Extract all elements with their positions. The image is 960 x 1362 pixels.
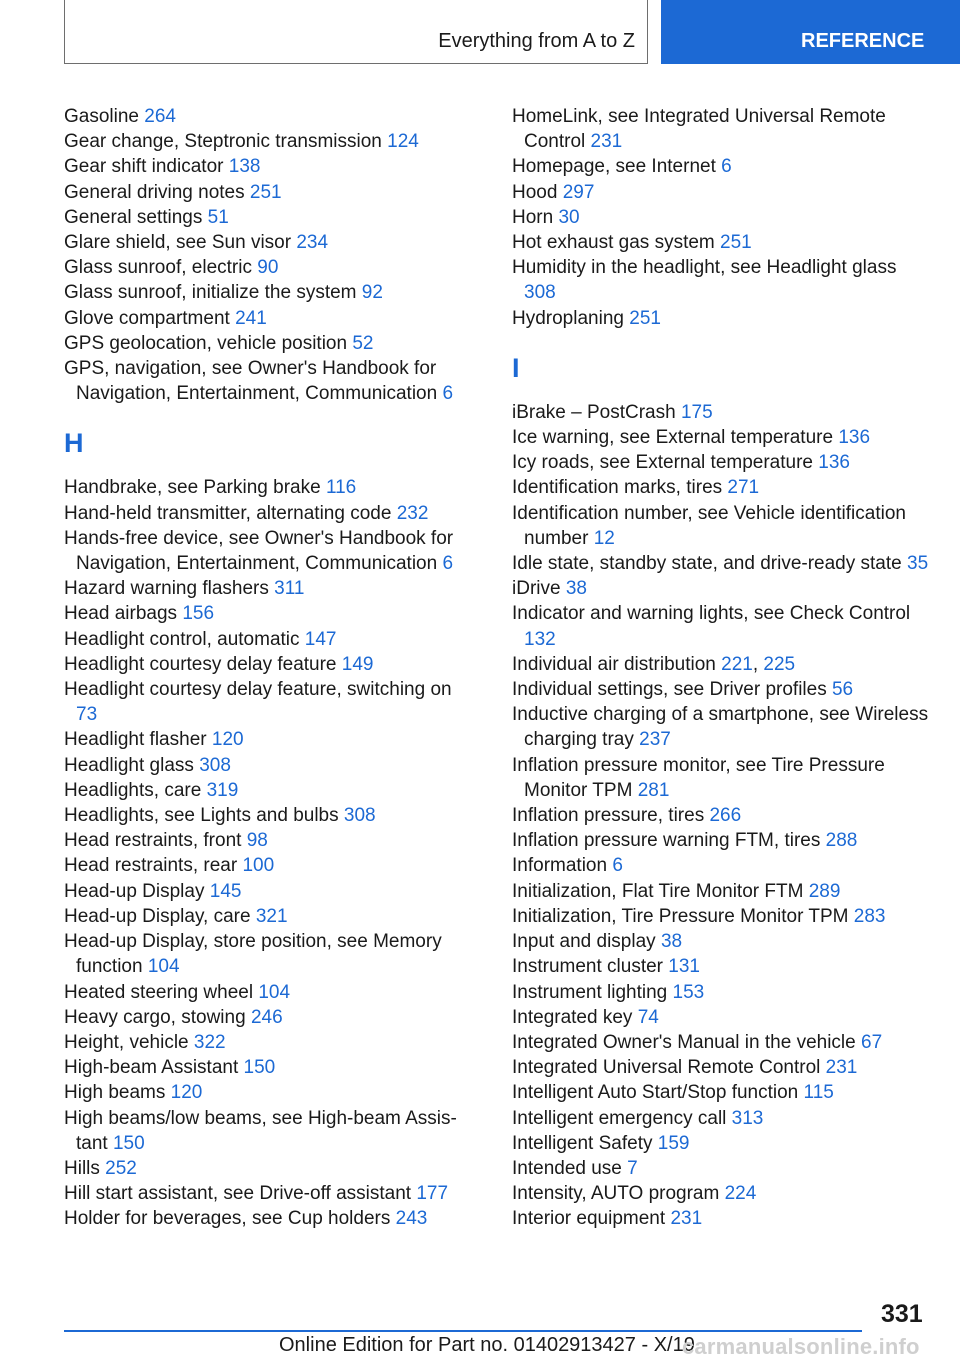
index-entry bbox=[512, 425, 932, 450]
index-entry bbox=[64, 980, 464, 1005]
index-entry bbox=[64, 129, 464, 154]
page-link[interactable]: 116 bbox=[325, 477, 357, 499]
index-entry bbox=[512, 1005, 932, 1030]
page-link[interactable]: 311 bbox=[274, 578, 305, 600]
index-entry bbox=[512, 306, 932, 331]
index-entry bbox=[512, 929, 932, 954]
index-entry bbox=[512, 104, 932, 154]
index-entry bbox=[64, 306, 464, 331]
entry-term: Hill start assistant, see Drive-off assistant bbox=[64, 1183, 412, 1205]
index-entry bbox=[64, 501, 464, 526]
entry-term: General settings bbox=[64, 206, 203, 228]
page-link[interactable]: 289 bbox=[808, 880, 841, 902]
index-entry bbox=[64, 230, 464, 255]
page-link[interactable]: 149 bbox=[341, 653, 374, 675]
page-link[interactable]: 52 bbox=[352, 332, 374, 354]
entry-term: Inductive charging of a smartphone, see Wireless charging tray bbox=[512, 704, 929, 751]
page-link[interactable]: 234 bbox=[296, 232, 329, 254]
index-entry bbox=[512, 450, 932, 475]
page-link[interactable]: 288 bbox=[825, 830, 858, 852]
entry-term: Hand-held transmitter, alternating code bbox=[64, 502, 392, 524]
entry-term: Head restraints, rear bbox=[64, 855, 238, 877]
index-entry bbox=[64, 104, 464, 129]
entry-term: Hot exhaust gas system bbox=[512, 232, 715, 254]
index-entry bbox=[64, 753, 464, 778]
entry-term: Intended use bbox=[512, 1157, 622, 1179]
entry-term: High beams/low beams, see High-beam Assistant bbox=[64, 1107, 457, 1154]
index-entry bbox=[512, 1181, 932, 1206]
index-entry bbox=[64, 1156, 464, 1181]
index-entry bbox=[64, 828, 464, 853]
index-entry bbox=[64, 1055, 464, 1080]
index-entry bbox=[64, 652, 464, 677]
page-link[interactable]: 271 bbox=[727, 477, 760, 499]
index-entry bbox=[64, 601, 464, 626]
page-link[interactable]: 252 bbox=[105, 1157, 137, 1179]
entry-term: Humidity in the headlight, see Headlight glass bbox=[512, 257, 897, 279]
index-entry bbox=[64, 904, 464, 929]
header-section-label: REFERENCE bbox=[801, 30, 925, 52]
entry-term: Head-up Display, store position, see Memory function bbox=[64, 931, 442, 978]
page-link[interactable]: 115 bbox=[803, 1082, 834, 1104]
entry-term: Head airbags bbox=[64, 603, 178, 625]
page-link[interactable]: 35 bbox=[907, 553, 929, 575]
page-link[interactable]: 231 bbox=[670, 1208, 703, 1230]
entry-term: Inflation pressure, tires bbox=[512, 805, 705, 827]
entry-term: HomeLink, see Integrated Universal Remote Control bbox=[512, 106, 886, 153]
entry-term: High-beam Assistant bbox=[64, 1057, 239, 1079]
index-entry bbox=[512, 475, 932, 500]
entry-term: Hazard warning flashers bbox=[64, 578, 269, 600]
page-link[interactable]: 241 bbox=[235, 307, 267, 329]
page-link[interactable]: 67 bbox=[861, 1031, 883, 1053]
section-letter: I bbox=[512, 352, 520, 383]
page-link[interactable]: 319 bbox=[206, 779, 239, 801]
footer-divider bbox=[64, 1330, 862, 1332]
index-entry bbox=[512, 205, 932, 230]
page-link[interactable]: 308 bbox=[343, 805, 376, 827]
page-link[interactable]: 308 bbox=[199, 754, 231, 776]
entry-term: Interior equipment bbox=[512, 1208, 666, 1230]
entry-term: Intelligent emergency call bbox=[512, 1107, 727, 1129]
page-link[interactable]: 124 bbox=[387, 131, 419, 153]
page-link[interactable]: 132 bbox=[524, 628, 556, 650]
entry-term: Glass sunroof, electric bbox=[64, 257, 252, 279]
entry-term: Headlight control, automatic bbox=[64, 628, 300, 650]
entry-term: Indicator and warning lights, see Check Control bbox=[512, 603, 911, 625]
page-link[interactable]: 321 bbox=[255, 905, 288, 927]
index-entry bbox=[64, 879, 464, 904]
page-link[interactable]: 232 bbox=[396, 502, 429, 524]
entry-term: Handbrake, see Parking brake bbox=[64, 477, 321, 499]
page-link[interactable]: 246 bbox=[250, 1006, 283, 1028]
index-entry bbox=[512, 753, 932, 803]
page-link[interactable]: 120 bbox=[211, 729, 244, 751]
page-link[interactable]: 38 bbox=[565, 578, 587, 600]
page-link[interactable]: 264 bbox=[144, 106, 176, 127]
index-entry bbox=[512, 255, 932, 305]
index-entry bbox=[512, 803, 932, 828]
page-link[interactable]: 6 bbox=[612, 855, 623, 877]
index-entry bbox=[512, 1030, 932, 1055]
entry-term: Inflation pressure warning FTM, tires bbox=[512, 830, 821, 852]
index-entry bbox=[64, 1106, 464, 1156]
page-link[interactable]: 73 bbox=[76, 704, 98, 726]
entry-term: Height, vehicle bbox=[64, 1031, 189, 1053]
index-entry bbox=[512, 904, 932, 929]
page-link[interactable]: 266 bbox=[709, 805, 742, 827]
page-link[interactable]: 231 bbox=[825, 1057, 858, 1079]
index-entry bbox=[64, 280, 464, 305]
page-link[interactable]: 283 bbox=[853, 905, 886, 927]
index-entry bbox=[64, 576, 464, 601]
page-link[interactable]: 138 bbox=[228, 156, 261, 178]
entry-term: Integrated Owner's Manual in the vehicle bbox=[512, 1031, 856, 1053]
page-link[interactable]: 56 bbox=[831, 679, 854, 701]
entry-term: Gear change, Steptronic transmission bbox=[64, 131, 382, 153]
entry-term: Individual settings, see Driver profiles bbox=[512, 679, 827, 701]
page-link[interactable]: 251 bbox=[249, 181, 282, 203]
page-link[interactable]: 38 bbox=[660, 931, 683, 953]
index-entry bbox=[512, 879, 932, 904]
index-entry bbox=[512, 601, 932, 651]
page-link[interactable]: 92 bbox=[361, 282, 383, 304]
page-link[interactable]: 251 bbox=[720, 232, 752, 254]
index-entry bbox=[512, 828, 932, 853]
header-title-box bbox=[64, 0, 648, 64]
entry-term: Glare shield, see Sun visor bbox=[64, 232, 292, 254]
entry-term: Gear shift indicator bbox=[64, 156, 224, 178]
entry-term: Intensity, AUTO program bbox=[512, 1183, 720, 1205]
page-number: 331 bbox=[881, 1300, 923, 1328]
entry-term: Inflation pressure monitor, see Tire Pressure Monitor TPM bbox=[512, 754, 885, 801]
page-link[interactable]: 156 bbox=[182, 603, 215, 625]
page-link[interactable]: 90 bbox=[257, 257, 279, 279]
entry-term: Holder for beverages, see Cup holders bbox=[64, 1208, 391, 1230]
watermark: carmanualsonline.info bbox=[682, 1334, 920, 1359]
page-link[interactable]: 147 bbox=[304, 628, 337, 650]
page-link[interactable]: 12 bbox=[593, 527, 615, 549]
index-entry bbox=[64, 627, 464, 652]
page-link[interactable]: 281 bbox=[637, 779, 670, 801]
page-link[interactable]: 6 bbox=[442, 383, 454, 405]
index-entry bbox=[512, 576, 932, 601]
index-entry bbox=[512, 1131, 932, 1156]
index-entry bbox=[64, 853, 464, 878]
page-link[interactable]: 150 bbox=[112, 1132, 145, 1154]
page-link[interactable]: 51 bbox=[207, 206, 229, 228]
index-entry: Individual air distribution 221, 225 bbox=[512, 653, 796, 675]
entry-term: Information bbox=[512, 855, 608, 877]
section-letter: H bbox=[64, 428, 84, 459]
entry-term: Headlight courtesy delay feature, switching on bbox=[64, 679, 452, 701]
entry-term: Hydroplaning bbox=[512, 307, 624, 329]
entry-term: Hills bbox=[64, 1157, 100, 1179]
index-entry bbox=[64, 1181, 464, 1206]
entry-term: Gasoline bbox=[64, 106, 139, 127]
index-entry bbox=[64, 331, 464, 356]
index-column-right bbox=[512, 104, 932, 1232]
page-link[interactable]: 74 bbox=[637, 1006, 659, 1028]
index-entry bbox=[512, 1055, 932, 1080]
index-entry bbox=[512, 501, 932, 551]
page-link[interactable]: 150 bbox=[243, 1057, 276, 1079]
entry-term: Headlight glass bbox=[64, 754, 194, 776]
entry-term: Instrument cluster bbox=[512, 956, 663, 978]
index-entry bbox=[512, 154, 932, 179]
entry-term: GPS geolocation, vehicle position bbox=[64, 332, 348, 354]
page-link[interactable]: 6 bbox=[442, 553, 454, 575]
page-link[interactable]: 104 bbox=[147, 956, 180, 978]
page-link[interactable]: 175 bbox=[680, 401, 713, 423]
index-entry bbox=[64, 803, 464, 828]
entry-term: Ice warning, see External temperature bbox=[512, 427, 834, 449]
page-link[interactable]: 6 bbox=[721, 156, 732, 178]
index-entry bbox=[64, 475, 464, 500]
footer-edition: Online Edition for Part no. 01402913427 - X/19 bbox=[279, 1334, 695, 1356]
entry-term: Head restraints, front bbox=[64, 830, 242, 852]
index-entry bbox=[64, 929, 464, 979]
index-entry bbox=[512, 400, 932, 425]
entry-term: Idle state, standby state, and drive-ready state bbox=[512, 553, 902, 575]
entry-term: Heated steering wheel bbox=[64, 981, 254, 1003]
index-entry bbox=[512, 1206, 932, 1231]
entry-term: High beams bbox=[64, 1082, 166, 1104]
page-link[interactable]: 136 bbox=[838, 427, 871, 449]
index-entry bbox=[512, 1106, 932, 1131]
index-entry bbox=[64, 1080, 464, 1105]
page-link[interactable]: 322 bbox=[193, 1031, 226, 1053]
page-link[interactable]: 30 bbox=[558, 206, 580, 228]
entry-term: Initialization, Tire Pressure Monitor TPM bbox=[512, 905, 849, 927]
entry-term: Icy roads, see External temperature bbox=[512, 452, 813, 474]
entry-term: iDrive bbox=[512, 578, 561, 600]
page-link[interactable]: 313 bbox=[731, 1107, 764, 1129]
entry-term: Hands-free device, see Owner's Handbook for Navigation, Entertainment, Communication bbox=[64, 527, 454, 575]
entry-term: Heavy cargo, stowing bbox=[64, 1006, 246, 1028]
entry-term: Initialization, Flat Tire Monitor FTM bbox=[512, 880, 804, 902]
entry-term: Identification number, see Vehicle identification number bbox=[512, 502, 906, 549]
index-entry bbox=[64, 526, 464, 576]
index-entry bbox=[512, 1080, 932, 1105]
entry-term: Instrument lighting bbox=[512, 981, 668, 1003]
page-link[interactable]: 159 bbox=[657, 1132, 690, 1154]
page-link[interactable]: 251 bbox=[629, 307, 661, 329]
header-title: Everything from A to Z bbox=[438, 30, 635, 52]
entry-term: iBrake – PostCrash bbox=[512, 401, 676, 423]
page-link[interactable]: 297 bbox=[562, 181, 595, 203]
entry-term: Integrated Universal Remote Control bbox=[512, 1057, 821, 1079]
page-link[interactable]: 225 bbox=[763, 653, 796, 675]
page-link[interactable]: 120 bbox=[170, 1082, 203, 1104]
entry-term: Headlight flasher bbox=[64, 729, 207, 751]
index-entry bbox=[512, 180, 932, 205]
entry-term: Headlight courtesy delay feature bbox=[64, 653, 337, 675]
entry-term: Headlights, see Lights and bulbs bbox=[64, 805, 339, 827]
page-link[interactable]: 243 bbox=[395, 1208, 428, 1230]
page-link[interactable]: 136 bbox=[818, 452, 850, 474]
entry-term: Horn bbox=[512, 206, 554, 228]
entry-term: Glove compartment bbox=[64, 307, 230, 329]
index-entry bbox=[64, 778, 464, 803]
page-link[interactable]: 237 bbox=[639, 729, 671, 751]
index-entry bbox=[64, 154, 464, 179]
index-entry bbox=[512, 702, 932, 752]
index-column-left bbox=[64, 104, 464, 1232]
index-entry bbox=[64, 727, 464, 752]
index-entry bbox=[512, 1156, 932, 1181]
entry-term: Intelligent Safety bbox=[512, 1132, 653, 1154]
entry-term: Individual air distribution bbox=[512, 653, 716, 675]
page-link[interactable]: 224 bbox=[724, 1183, 757, 1205]
index-entry bbox=[512, 980, 932, 1005]
index-entry bbox=[512, 677, 932, 702]
entry-term: Intelligent Auto Start/Stop function bbox=[512, 1082, 799, 1104]
index-entry bbox=[512, 230, 932, 255]
page-link[interactable]: 145 bbox=[209, 880, 242, 902]
header-section-tab bbox=[661, 0, 960, 64]
entry-term: Input and display bbox=[512, 931, 656, 953]
page-link[interactable]: 153 bbox=[672, 981, 705, 1003]
page-link[interactable]: 98 bbox=[246, 830, 268, 852]
page-link[interactable]: 7 bbox=[627, 1157, 638, 1179]
page-link[interactable]: 231 bbox=[590, 131, 623, 153]
page-link[interactable]: 104 bbox=[258, 981, 291, 1003]
index-entry bbox=[64, 1030, 464, 1055]
entry-term: Integrated key bbox=[512, 1006, 633, 1028]
entry-term: Headlights, care bbox=[64, 779, 202, 801]
index-entry bbox=[512, 954, 932, 979]
index-entry bbox=[64, 180, 464, 205]
entry-term: Head-up Display, care bbox=[64, 905, 251, 927]
index-entry bbox=[512, 551, 932, 576]
entry-term: Head-up Display bbox=[64, 880, 205, 902]
entry-term: Homepage, see Internet bbox=[512, 156, 716, 178]
entry-term: Hood bbox=[512, 181, 558, 203]
index-entry bbox=[64, 1005, 464, 1030]
index-entry bbox=[64, 1206, 464, 1231]
page-link[interactable]: 177 bbox=[416, 1183, 449, 1205]
page-link[interactable]: 221 bbox=[721, 653, 753, 675]
index-entry bbox=[64, 255, 464, 280]
page-link[interactable]: 131 bbox=[668, 956, 700, 978]
entry-term: GPS, navigation, see Owner's Handbook for Navigation, Entertainment, Communication bbox=[64, 358, 438, 405]
index-entry bbox=[64, 356, 464, 406]
page-link[interactable]: 100 bbox=[242, 855, 275, 877]
page-link[interactable]: 308 bbox=[524, 282, 556, 304]
entry-term: Identification marks, tires bbox=[512, 477, 723, 499]
entry-term: General driving notes bbox=[64, 181, 245, 203]
index-entry bbox=[64, 677, 464, 727]
index-entry bbox=[512, 853, 932, 878]
entry-term: Glass sunroof, initialize the system bbox=[64, 282, 357, 304]
index-entry bbox=[64, 205, 464, 230]
